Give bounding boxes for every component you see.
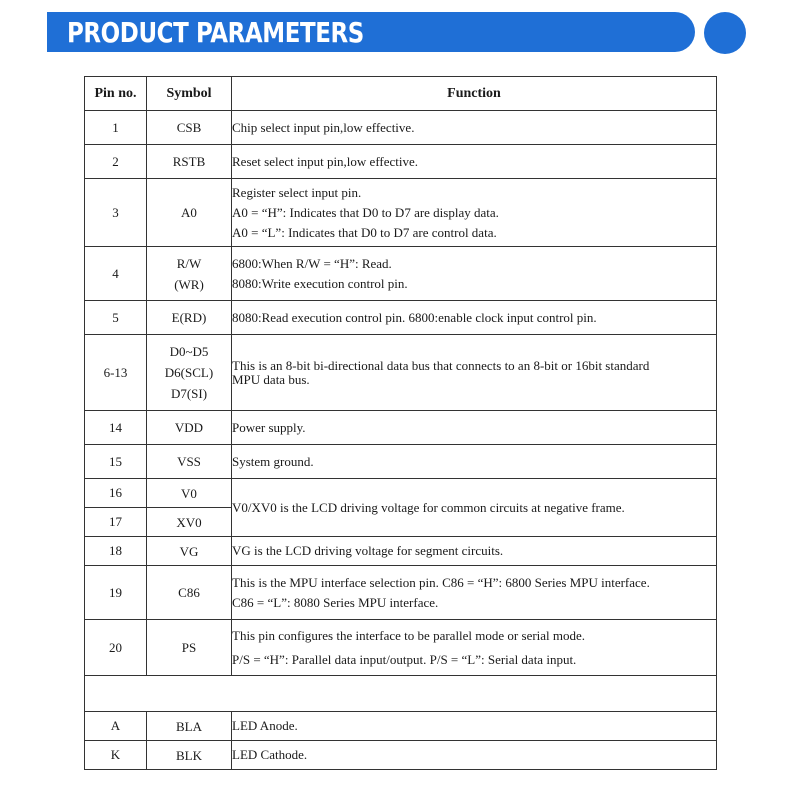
- function-line: V0/XV0 is the LCD driving voltage for common circuits at negative frame.: [232, 499, 625, 515]
- symbol-line: D0~D5: [169, 344, 209, 359]
- pin-number: 2: [85, 145, 147, 179]
- pin-function: [232, 145, 717, 179]
- pin-number: 3: [85, 179, 147, 247]
- pin-function: [232, 247, 717, 301]
- function-line: Power supply.: [232, 419, 306, 435]
- function-line: LED Anode.: [232, 718, 298, 733]
- function-line: LED Cathode.: [232, 747, 308, 762]
- table-row: [85, 411, 717, 445]
- pin-function: [232, 537, 717, 566]
- table-row: [85, 247, 717, 301]
- symbol-line: A0: [181, 205, 197, 220]
- function-line: 8080:Write execution control pin.: [232, 275, 408, 291]
- pin-symbol: [147, 479, 232, 508]
- pin-symbol: [147, 247, 232, 301]
- symbol-line: (WR): [174, 276, 204, 292]
- pin-function: [232, 712, 717, 741]
- pin-symbol: [147, 411, 232, 445]
- empty-separator-row: [85, 676, 717, 712]
- symbol-line: D7(SI): [170, 386, 208, 401]
- function-line: This is an 8-bit bi-directional data bus that connects to an 8-bit or 16bit standard: [232, 357, 650, 373]
- function-line: A0 = “L”: Indicates that D0 to D7 are control data.: [232, 224, 497, 240]
- pin-symbol: [147, 741, 232, 770]
- symbol-line: PS: [181, 640, 197, 655]
- table-header-row: [85, 77, 717, 111]
- pin-function: [232, 411, 717, 445]
- pin-function: [232, 741, 717, 770]
- table-row: [85, 111, 717, 145]
- table-row: [85, 566, 717, 620]
- decorative-circle: [704, 12, 746, 54]
- column-header-symbol: Symbol: [147, 77, 232, 111]
- pin-symbol: [147, 445, 232, 479]
- symbol-line: CSB: [176, 120, 202, 135]
- pin-parameters-table: [84, 76, 717, 770]
- function-line: This pin configures the interface to be parallel mode or serial mode.: [232, 627, 586, 643]
- pin-number: K: [85, 741, 147, 770]
- pin-number: 15: [85, 445, 147, 479]
- pin-function: [232, 620, 717, 676]
- symbol-line: VG: [179, 543, 199, 559]
- function-line: 6800:When R/W = “H”: Read.: [232, 255, 392, 271]
- table-row: [85, 537, 717, 566]
- function-line: P/S = “H”: Parallel data input/output. P/S = “L”: Serial data input.: [232, 651, 577, 667]
- function-line: System ground.: [232, 453, 314, 469]
- pin-function: [232, 301, 717, 335]
- pin-symbol: [147, 566, 232, 620]
- pin-number: 14: [85, 411, 147, 445]
- function-line: This is the MPU interface selection pin. C86 = “H”: 6800 Series MPU interface.: [232, 574, 650, 590]
- pin-number: 4: [85, 247, 147, 301]
- function-line: Chip select input pin,low effective.: [232, 119, 415, 135]
- pin-symbol: [147, 111, 232, 145]
- function-line: Reset select input pin,low effective.: [232, 153, 419, 169]
- pin-function: [232, 566, 717, 620]
- function-line: C86 = “L”: 8080 Series MPU interface.: [232, 594, 439, 610]
- table-row: [85, 712, 717, 741]
- symbol-line: VDD: [174, 420, 204, 435]
- table-row: [85, 741, 717, 770]
- symbol-line: VSS: [177, 454, 201, 469]
- table-row: [85, 301, 717, 335]
- symbol-line: XV0: [176, 514, 202, 530]
- symbol-line: BLK: [176, 747, 202, 763]
- pin-symbol: [147, 301, 232, 335]
- symbol-line: R/W: [176, 255, 202, 271]
- function-line: 8080:Read execution control pin. 6800:enable clock input control pin.: [232, 309, 597, 325]
- pin-function-merged: [232, 479, 717, 537]
- table-row: [85, 445, 717, 479]
- symbol-line: BLA: [176, 718, 202, 734]
- table-row: [85, 179, 717, 247]
- symbol-line: E(RD): [171, 310, 207, 325]
- table-row-empty: [85, 676, 717, 712]
- pin-number: 1: [85, 111, 147, 145]
- symbol-line: RSTB: [172, 154, 206, 169]
- pin-symbol: [147, 335, 232, 411]
- function-line: A0 = “H”: Indicates that D0 to D7 are display data.: [232, 204, 499, 220]
- pin-function: [232, 445, 717, 479]
- pin-number: 17: [85, 508, 147, 537]
- column-header-function: Function: [232, 77, 717, 111]
- pin-number: 20: [85, 620, 147, 676]
- page-title: PRODUCT PARAMETERS: [67, 16, 364, 49]
- pin-function: [232, 179, 717, 247]
- pin-symbol: [147, 537, 232, 566]
- pin-function: [232, 335, 717, 411]
- table-row: [85, 620, 717, 676]
- column-header-pin: Pin no.: [85, 77, 147, 111]
- function-line: Register select input pin.: [232, 184, 362, 200]
- symbol-line: D6(SCL): [164, 365, 214, 380]
- table-row: [85, 479, 717, 508]
- function-line: VG is the LCD driving voltage for segment circuits.: [232, 543, 504, 558]
- pin-number: 16: [85, 479, 147, 508]
- pin-number: 5: [85, 301, 147, 335]
- pin-number: A: [85, 712, 147, 741]
- function-line: MPU data bus.: [232, 371, 310, 387]
- pin-number: 19: [85, 566, 147, 620]
- pin-symbol: [147, 179, 232, 247]
- pin-symbol: [147, 712, 232, 741]
- pin-number: 6-13: [85, 335, 147, 411]
- pin-function: [232, 111, 717, 145]
- symbol-line: V0: [181, 485, 197, 501]
- symbol-line: C86: [178, 585, 200, 600]
- pin-symbol: [147, 508, 232, 537]
- pin-number: 18: [85, 537, 147, 566]
- table-row: [85, 145, 717, 179]
- header-banner: [47, 12, 695, 52]
- table-row: [85, 335, 717, 411]
- pin-symbol: [147, 145, 232, 179]
- pin-symbol: [147, 620, 232, 676]
